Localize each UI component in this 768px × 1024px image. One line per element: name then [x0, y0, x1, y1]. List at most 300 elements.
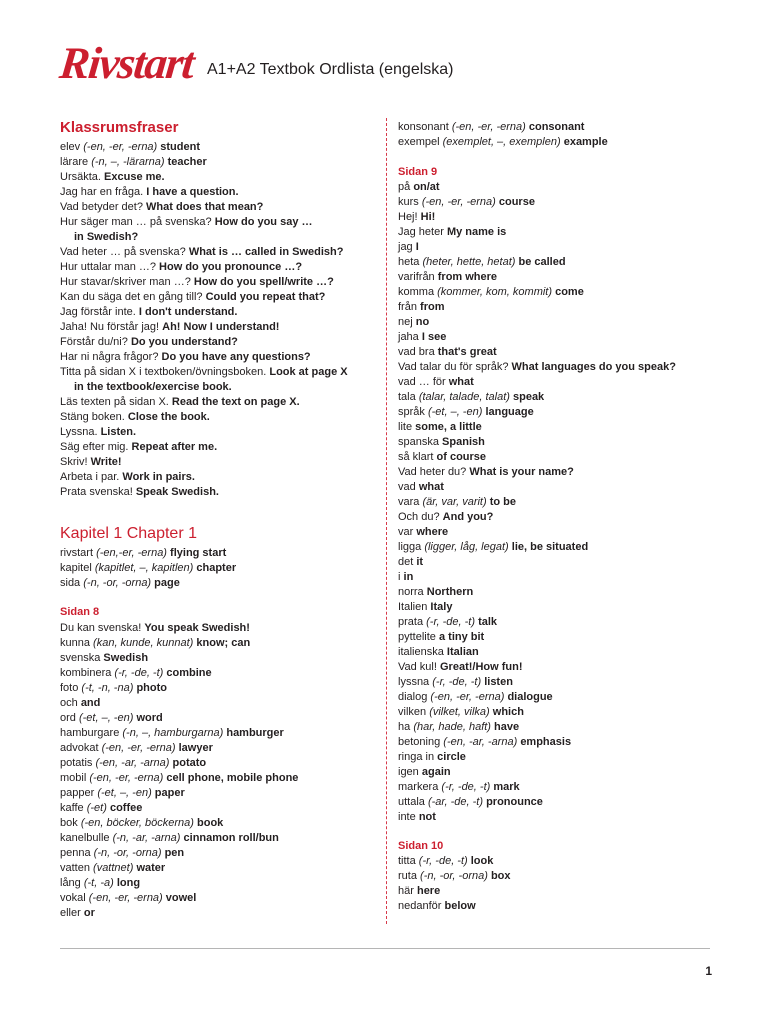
english-translation: chapter	[196, 562, 237, 574]
swedish-word: kapitel	[60, 562, 92, 574]
english-translation: Speak Swedish.	[135, 486, 219, 498]
glossary-entry	[60, 621, 250, 636]
inflection: (-t, -n, -na)	[81, 682, 134, 694]
swedish-word: Jag förstår inte.	[60, 306, 136, 318]
english-translation: You speak Swedish!	[144, 622, 250, 634]
swedish-word: Italien	[398, 601, 428, 613]
glossary-entry	[398, 570, 413, 585]
english-translation: Read the text on page X.	[171, 396, 300, 408]
english-translation: What languages do you speak?	[511, 361, 676, 373]
english-translation: dialogue	[507, 691, 553, 703]
glossary-entry	[398, 645, 479, 660]
glossary-entry	[60, 801, 142, 816]
english-translation: some, a little	[415, 421, 482, 433]
english-translation: no	[415, 316, 430, 328]
english-translation: coffee	[109, 802, 143, 814]
swedish-word: kombinera	[60, 667, 112, 679]
glossary-entry	[60, 816, 223, 831]
glossary-entry	[60, 365, 348, 380]
glossary-entry	[398, 195, 535, 210]
english-translation: Repeat after me.	[131, 441, 218, 453]
swedish-word: vad	[398, 481, 416, 493]
glossary-entry	[398, 615, 497, 630]
swedish-word: papper	[60, 787, 95, 799]
english-translation: what	[418, 481, 444, 493]
english-translation: Italy	[430, 601, 453, 613]
english-translation: page	[154, 577, 180, 589]
glossary-entry	[60, 666, 212, 681]
swedish-word: sida	[60, 577, 81, 589]
swedish-word: advokat	[60, 742, 99, 754]
swedish-word: rivstart	[60, 547, 93, 559]
inflection: (-n, –, -lärarna)	[91, 156, 165, 168]
english-translation: language	[485, 406, 534, 418]
swedish-word: titta	[398, 855, 416, 867]
english-translation: know; can	[196, 637, 251, 649]
english-translation: in the textbook/exercise book.	[74, 381, 232, 393]
english-translation: speak	[512, 391, 545, 403]
inflection: (kan, kunde, kunnat)	[93, 637, 194, 649]
column-divider	[386, 118, 387, 924]
swedish-word: Säg efter mig.	[60, 441, 129, 453]
swedish-word: Jag heter	[398, 226, 444, 238]
glossary-entry	[398, 180, 440, 195]
swedish-word: och	[60, 697, 78, 709]
glossary-entry	[398, 300, 444, 315]
swedish-word: Hur uttalar man …?	[60, 261, 156, 273]
swedish-word: Vad kul!	[398, 661, 437, 673]
english-translation: Great!/How fun!	[440, 661, 523, 673]
glossary-entry	[60, 185, 239, 200]
glossary-entry	[398, 735, 571, 750]
english-translation: Excuse me.	[104, 171, 165, 183]
swedish-word: exempel	[398, 136, 440, 148]
glossary-entry	[60, 726, 284, 741]
glossary-entry	[60, 786, 185, 801]
swedish-word: mobil	[60, 772, 87, 784]
glossary-entry	[398, 255, 566, 270]
english-translation: Hi!	[420, 211, 436, 223]
chapter-heading-swedish: Kapitel 1	[60, 525, 123, 542]
english-translation: not	[418, 811, 436, 823]
glossary-entry	[60, 380, 232, 395]
swedish-word: Hur säger man … på svenska?	[60, 216, 212, 228]
inflection: (-en, -er, -erna)	[88, 892, 163, 904]
inflection: (ligger, låg, legat)	[424, 541, 509, 553]
glossary-entry	[398, 420, 482, 435]
inflection: (-n, -or, -orna)	[420, 870, 488, 882]
english-translation: flying start	[170, 547, 227, 559]
inflection: (exemplet, –, exemplen)	[442, 136, 561, 148]
glossary-entry	[398, 435, 485, 450]
english-translation: What does that mean?	[146, 201, 264, 213]
english-translation: photo	[136, 682, 167, 694]
glossary-entry	[60, 275, 334, 290]
swedish-word: italienska	[398, 646, 444, 658]
inflection: (-en, -er, -erna)	[101, 742, 176, 754]
swedish-word: tala	[398, 391, 416, 403]
english-translation: consonant	[528, 121, 585, 133]
glossary-entry	[60, 395, 300, 410]
glossary-entry	[398, 225, 506, 240]
swedish-word: norra	[398, 586, 424, 598]
swedish-word: Lyssna.	[60, 426, 98, 438]
swedish-word: lite	[398, 421, 413, 433]
glossary-entry	[60, 410, 210, 425]
inflection: (heter, hette, hetat)	[422, 256, 516, 268]
glossary-entry	[60, 335, 238, 350]
glossary-entry	[398, 600, 452, 615]
english-translation: cell phone, mobile phone	[166, 772, 299, 784]
inflection: (vilket, vilka)	[429, 706, 490, 718]
document-title: A1+A2 Textbok Ordlista (engelska)	[207, 61, 454, 78]
swedish-word: spanska	[398, 436, 439, 448]
swedish-word: Ursäkta.	[60, 171, 101, 183]
glossary-entry	[60, 846, 184, 861]
glossary-entry	[398, 525, 448, 540]
english-translation: pen	[164, 847, 185, 859]
swedish-word: elev	[60, 141, 81, 153]
english-translation: combine	[166, 667, 212, 679]
rivstart-logo: Rivstart	[57, 38, 196, 88]
swedish-word: vilken	[398, 706, 427, 718]
inflection: (talar, talade, talat)	[418, 391, 510, 403]
section-heading-sidan-10: Sidan 10	[398, 840, 444, 852]
glossary-entry	[398, 315, 429, 330]
english-translation: it	[416, 556, 424, 568]
swedish-word: Har ni några frågor?	[60, 351, 159, 363]
swedish-word: kurs	[398, 196, 419, 208]
english-translation: have	[494, 721, 520, 733]
swedish-word: komma	[398, 286, 435, 298]
swedish-word: nej	[398, 316, 413, 328]
swedish-word: lyssna	[398, 676, 430, 688]
glossary-entry	[398, 510, 493, 525]
swedish-word: var	[398, 526, 414, 538]
section-heading-sidan-9: Sidan 9	[398, 166, 438, 178]
glossary-entry	[60, 140, 200, 155]
inflection: (-r, -de, -t)	[432, 676, 482, 688]
glossary-entry	[398, 884, 440, 899]
english-translation: pronounce	[486, 796, 543, 808]
swedish-word: Jag har en fråga.	[60, 186, 144, 198]
swedish-word: Vad heter du?	[398, 466, 467, 478]
swedish-word: pyttelite	[398, 631, 436, 643]
english-translation: Swedish	[103, 652, 149, 664]
inflection: (-en, -er, -erna)	[451, 121, 526, 133]
english-translation: from	[420, 301, 445, 313]
glossary-entry	[60, 546, 226, 561]
swedish-word: jag	[398, 241, 413, 253]
english-translation: in	[403, 571, 414, 583]
glossary-entry	[398, 405, 534, 420]
glossary-entry	[60, 576, 180, 591]
english-translation: course	[498, 196, 535, 208]
english-translation: that's great	[437, 346, 497, 358]
english-translation: to be	[489, 496, 516, 508]
inflection: (kapitlet, –, kapitlen)	[94, 562, 194, 574]
english-translation: from where	[437, 271, 498, 283]
inflection: (-et, –, -en)	[427, 406, 483, 418]
swedish-word: prata	[398, 616, 424, 628]
swedish-word: potatis	[60, 757, 93, 769]
english-translation: Do you have any questions?	[161, 351, 311, 363]
glossary-entry	[60, 170, 165, 185]
english-translation: Write!	[90, 456, 122, 468]
inflection: (-en, -er, -erna)	[430, 691, 505, 703]
english-translation: Do you understand?	[130, 336, 238, 348]
swedish-word: så klart	[398, 451, 434, 463]
glossary-entry	[398, 630, 484, 645]
english-translation: Northern	[426, 586, 474, 598]
english-translation: long	[116, 877, 141, 889]
glossary-entry	[398, 210, 435, 225]
swedish-word: jaha	[398, 331, 419, 343]
glossary-entry	[398, 810, 436, 825]
glossary-entry	[398, 345, 497, 360]
swedish-word: hamburgare	[60, 727, 120, 739]
swedish-word: Skriv!	[60, 456, 88, 468]
chapter-heading	[60, 524, 197, 544]
glossary-entry	[60, 756, 206, 771]
english-translation: look	[470, 855, 494, 867]
glossary-entry	[398, 690, 553, 705]
english-translation: Listen.	[100, 426, 137, 438]
inflection: (-et, –, -en)	[78, 712, 134, 724]
glossary-entry	[398, 285, 584, 300]
glossary-entry	[398, 540, 588, 555]
swedish-word: det	[398, 556, 414, 568]
chapter-heading-english: Chapter 1	[126, 525, 197, 542]
english-translation: vowel	[165, 892, 197, 904]
glossary-entry	[60, 320, 279, 335]
inflection: (-en, -ar, -arna)	[95, 757, 170, 769]
glossary-entry	[398, 899, 476, 914]
inflection: (-en, -er, -erna)	[83, 141, 158, 153]
glossary-entry	[60, 651, 148, 666]
swedish-word: Jaha! Nu förstår jag!	[60, 321, 160, 333]
inflection: (-et)	[86, 802, 107, 814]
glossary-entry	[60, 771, 298, 786]
swedish-word: ha	[398, 721, 411, 733]
inflection: (är, var, varit)	[422, 496, 487, 508]
swedish-word: betoning	[398, 736, 441, 748]
glossary-entry	[398, 450, 486, 465]
swedish-word: bok	[60, 817, 78, 829]
glossary-entry	[398, 390, 544, 405]
english-translation: a tiny bit	[438, 631, 485, 643]
inflection: (-n, -or, -orna)	[93, 847, 162, 859]
glossary-entry	[60, 305, 237, 320]
footer-rule	[60, 948, 710, 949]
english-translation: where	[416, 526, 449, 538]
inflection: (-r, -de, -t)	[418, 855, 468, 867]
swedish-word: vad bra	[398, 346, 435, 358]
glossary-entry	[60, 891, 196, 906]
english-translation: in Swedish?	[74, 231, 139, 243]
glossary-entry	[60, 906, 95, 921]
english-translation: paper	[154, 787, 185, 799]
swedish-word: kunna	[60, 637, 90, 649]
inflection: (-n, -or, -orna)	[83, 577, 152, 589]
english-translation: mark	[493, 781, 520, 793]
english-translation: I don't understand.	[138, 306, 238, 318]
section-heading-sidan-8: Sidan 8	[60, 606, 100, 618]
glossary-entry	[398, 480, 444, 495]
swedish-word: Titta på sidan X i textboken/övningsboken.	[60, 366, 267, 378]
english-translation: and	[80, 697, 101, 709]
glossary-entry	[60, 861, 165, 876]
swedish-word: kaffe	[60, 802, 84, 814]
glossary-entry	[60, 425, 136, 440]
english-translation: listen	[484, 676, 513, 688]
inflection: (vattnet)	[93, 862, 134, 874]
english-translation: again	[421, 766, 451, 778]
swedish-word: lärare	[60, 156, 89, 168]
english-translation: example	[563, 136, 608, 148]
glossary-entry	[60, 831, 279, 846]
glossary-entry	[60, 741, 213, 756]
glossary-entry	[60, 696, 100, 711]
glossary-entry	[398, 585, 473, 600]
glossary-entry	[60, 155, 207, 170]
glossary-entry	[60, 260, 302, 275]
english-translation: or	[83, 907, 95, 919]
english-translation: How do you spell/write …?	[193, 276, 334, 288]
english-translation: lie, be situated	[511, 541, 589, 553]
swedish-word: igen	[398, 766, 419, 778]
english-translation: below	[444, 900, 476, 912]
english-translation: be called	[518, 256, 566, 268]
swedish-word: inte	[398, 811, 416, 823]
swedish-word: på	[398, 181, 411, 193]
english-translation: circle	[437, 751, 466, 763]
english-translation: Look at page X	[269, 366, 348, 378]
english-translation: How do you pronounce …?	[159, 261, 303, 273]
swedish-word: lång	[60, 877, 81, 889]
english-translation: I have a question.	[146, 186, 239, 198]
glossary-entry	[398, 660, 523, 675]
english-translation: box	[490, 870, 511, 882]
inflection: (-en, -er, -erna)	[421, 196, 496, 208]
glossary-entry	[60, 440, 217, 455]
english-translation: What is your name?	[469, 466, 574, 478]
inflection: (-en, -er, -erna)	[89, 772, 164, 784]
english-translation: Spanish	[442, 436, 485, 448]
swedish-word: dialog	[398, 691, 428, 703]
glossary-entry	[398, 120, 584, 135]
glossary-entry	[398, 495, 516, 510]
english-translation: Could you repeat that?	[205, 291, 326, 303]
swedish-word: språk	[398, 406, 425, 418]
inflection: (-r, -de, -t)	[441, 781, 491, 793]
swedish-word: Kan du säga det en gång till?	[60, 291, 203, 303]
swedish-word: svenska	[60, 652, 101, 664]
section-heading-klassrumsfraser: Klassrumsfraser	[60, 119, 179, 136]
glossary-entry	[60, 876, 140, 891]
inflection: (-t, -a)	[83, 877, 114, 889]
glossary-entry	[60, 636, 250, 651]
glossary-entry	[60, 230, 138, 245]
swedish-word: markera	[398, 781, 439, 793]
inflection: (-r, -de, -t)	[426, 616, 476, 628]
swedish-word: Du kan svenska!	[60, 622, 142, 634]
english-translation: lawyer	[178, 742, 213, 754]
swedish-word: Vad heter … på svenska?	[60, 246, 186, 258]
swedish-word: vatten	[60, 862, 90, 874]
english-translation: cinnamon roll/bun	[183, 832, 279, 844]
glossary-entry	[398, 675, 513, 690]
glossary-entry	[60, 350, 311, 365]
glossary-entry	[398, 465, 574, 480]
inflection: (-n, -ar, -arna)	[112, 832, 181, 844]
swedish-word: Stäng boken.	[60, 411, 125, 423]
swedish-word: vad … för	[398, 376, 446, 388]
english-translation: teacher	[167, 156, 207, 168]
inflection: (-en, böcker, böckerna)	[80, 817, 194, 829]
english-translation: Ah! Now I understand!	[162, 321, 280, 333]
swedish-word: vara	[398, 496, 420, 508]
english-translation: which	[492, 706, 524, 718]
swedish-word: ringa in	[398, 751, 435, 763]
glossary-entry	[60, 470, 195, 485]
inflection: (-en, -ar, -arna)	[443, 736, 518, 748]
english-translation: come	[555, 286, 584, 298]
glossary-entry	[398, 705, 524, 720]
english-translation: book	[197, 817, 224, 829]
english-translation: hamburger	[226, 727, 284, 739]
english-translation: And you?	[442, 511, 494, 523]
english-translation: student	[160, 141, 201, 153]
glossary-entry	[60, 561, 236, 576]
glossary-entry	[398, 780, 520, 795]
english-translation: water	[136, 862, 166, 874]
swedish-word: från	[398, 301, 417, 313]
swedish-word: Vad betyder det?	[60, 201, 143, 213]
swedish-word: ord	[60, 712, 76, 724]
english-translation: Italian	[446, 646, 479, 658]
swedish-word: heta	[398, 256, 420, 268]
glossary-entry	[60, 455, 122, 470]
inflection: (-n, –, hamburgarna)	[122, 727, 224, 739]
inflection: (-en,-er, -erna)	[96, 547, 167, 559]
english-translation: I see	[421, 331, 447, 343]
english-translation: on/at	[413, 181, 440, 193]
swedish-word: kanelbulle	[60, 832, 110, 844]
glossary-entry	[398, 720, 519, 735]
glossary-entry	[398, 854, 493, 869]
glossary-entry	[398, 330, 446, 345]
swedish-word: ruta	[398, 870, 417, 882]
english-translation: talk	[478, 616, 498, 628]
glossary-entry	[398, 869, 511, 884]
glossary-entry	[398, 270, 497, 285]
english-translation: of course	[436, 451, 487, 463]
glossary-entry	[398, 360, 676, 375]
english-translation: My name is	[446, 226, 507, 238]
swedish-word: konsonant	[398, 121, 449, 133]
glossary-entry	[60, 290, 325, 305]
swedish-word: Förstår du/ni?	[60, 336, 128, 348]
swedish-word: i	[398, 571, 401, 583]
glossary-entry	[60, 711, 163, 726]
swedish-word: Läs texten på sidan X.	[60, 396, 169, 408]
english-translation: what	[448, 376, 474, 388]
swedish-word: Arbeta i par.	[60, 471, 120, 483]
swedish-word: här	[398, 885, 414, 897]
english-translation: potato	[172, 757, 207, 769]
swedish-word: vokal	[60, 892, 86, 904]
